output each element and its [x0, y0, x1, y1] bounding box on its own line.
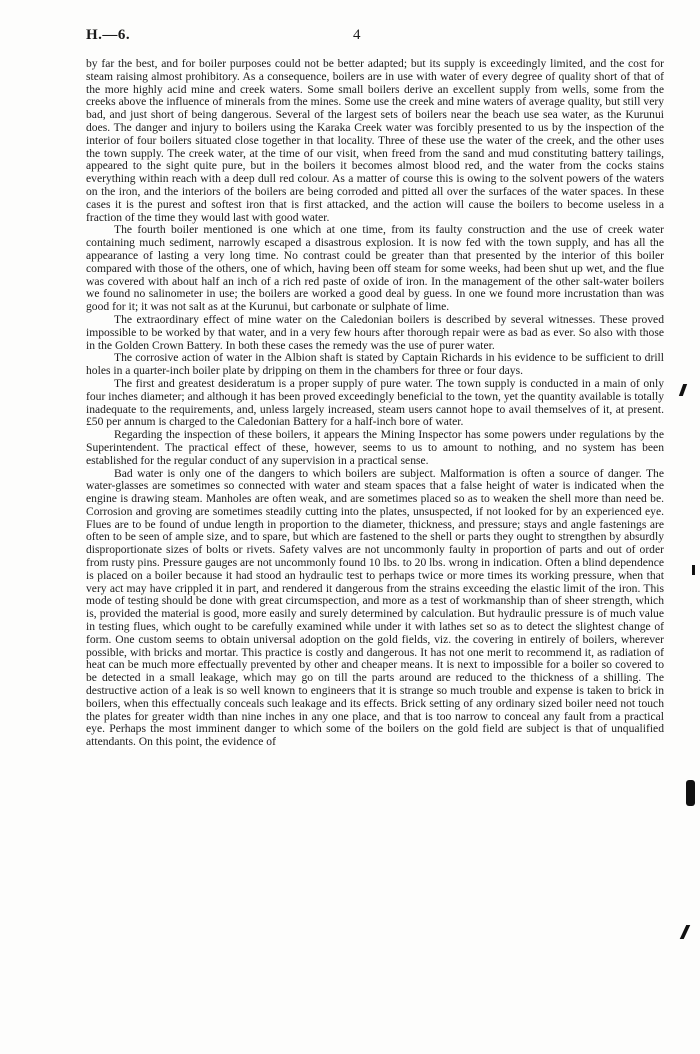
paragraph-1: by far the best, and for boiler purposes could not be better adapted; but its supply is exceedingly limited, and the cost for steam raising almost prohibitory. As a consequence, boilers are in use with water of every degree of quality short of that of the more highly acid mine and creek waters. Some small boilers derive an excellent supply from wells, some from the creeks above the influence of minerals from the mines. Some use the creek and mine waters of average quality, but still very bad, and just short of being dangerous. Several of the largest sets of boilers near the beach use sea water, as the Kurunui does. The danger and injury to boilers using the Karaka Creek water was forcibly presented to us by the inspection of the interior of four boilers situated close together in that locality. Three of these use the water of the creek, and the other uses the town supply. The creek water, at the time of our visit, when freed from the sand and mud constituting battery tailings, appeared to the sight quite pure, but in the boilers it becomes almost blood red, and the water from the cocks stains everything within reach with a deep dull red colour. As a matter of course this is owing to the solvent powers of the waters on the iron, and the interiors of the boilers are being corroded and pitted all over the surfaces of the water spaces. In these cases it is the purest and softest iron that is first attacked, and the action will cause the boilers to become useless in a fraction of the time they would last with good water.	[86, 57, 664, 224]
scan-mark	[679, 384, 687, 396]
paragraph-2: The fourth boiler mentioned is one which at one time, from its faulty construction and the use of creek water containing much sediment, narrowly escaped a disastrous explosion. It is now fed with the town supply, and has all the appearance of lasting a very long time. No contrast could be greater than that presented by the interior of this boiler compared with those of the others, one of which, having been off steam for some weeks, had been shut up wet, and the flue was covered with about half an inch of a rich red paste of oxide of iron. In the management of the other salt-water boilers we found no salinometer in use; the boilers are worked a good deal by guess. In one we found more incrustation than was good for it; it was not salt as at the Kurunui, but carbonate or sulphate of lime.	[86, 223, 664, 314]
paragraph-7: Bad water is only one of the dangers to which boilers are subject. Malformation is often a source of danger. The water-glasses are sometimes so connected with water and steam spaces that a false height of water is indicated when the engine is drawing steam. Manholes are often weak, and are sometimes placed so as to weaken the shell more than need be. Corrosion and groving are sometimes steadily cutting into the plates, unsuspected, if not looked for by an experienced eye. Flues are to be found of undue length in proportion to the diameter, thickness, and pressure; stays and angle fastenings are often to be seen of ample size, and to spare, but which are fastened to the shell or parts they ought to strengthen by absurdly disproportionate sizes of bolts or rivets. Safety valves are not uncommonly faulty in proportion of parts and out of order from rusty pins. Pressure gauges are not uncommonly found 10 lbs. to 20 lbs. wrong in indication. Often a blind dependence is placed on a boiler because it had stood an hydraulic test to perhaps twice or more times its working pressure, when that very act may have crippled it in part, and rendered it dangerous from the strains exceeding the elastic limit of the iron. This mode of testing should be done with great circumspection, and more as a test of workmanship than of sheer strength, which is, provided the material is good, more easily and surely determined by calculation. But hydraulic pressure is of much value in testing flues, which ought to be carefully examined while under it with lathes set so as to detect the slightest change of form. One custom seems to obtain universal adoption on the gold fields, viz. the covering in entirely of boilers, wherever possible, with bricks and mortar. This practice is costly and dangerous. It has not one merit to recommend it, as radiation of heat can be much more effectually prevented by other and cheaper means. It is next to impossible for a boiler so covered to be detected in a small leakage, which may go on till the parts around are reduced to the thickness of a shilling. The destructive action of a leak is so well known to engineers that it is strange so much trouble and expense is taken to brick in boilers, when this effectually conceals such leakage and its effects. Brick setting of any ordinary sized boiler need not touch the plates for greater width than nine inches in any one place, and that is too narrow to conceal any fault from a practical eye. Perhaps the most imminent danger to which some of the boilers on the gold field are subject is that of unqualified attendants. On this point, the evidence of	[86, 466, 664, 749]
page-number: 4	[353, 27, 361, 43]
document-reference: H.—6.	[86, 27, 131, 43]
paragraph-3: The extraordinary effect of mine water on the Caledonian boilers is described by several witnesses. These proved impossible to be worked by that water, and in a very few hours after thorough repair were as bad as ever. So also with those in the Golden Crown Battery. In both these cases the remedy was the use of purer water.	[86, 312, 664, 352]
page-header	[86, 27, 664, 47]
paragraph-5: The first and greatest desideratum is a proper supply of pure water. The town supply is conducted in a main of only four inches diameter; and although it has been proved exceedingly beneficial to the town, yet the quantity available is totally inadequate to the requirements, and, unless largely increased, steam users cannot hope to avail themselves of it, at present. £50 per annum is charged to the Caledonian Battery for a half-inch bore of water.	[86, 376, 664, 429]
scan-mark	[692, 565, 695, 575]
scan-mark	[686, 780, 695, 806]
body-text	[86, 58, 664, 749]
paragraph-6: Regarding the inspection of these boilers, it appears the Mining Inspector has some powers under regulations by the Superintendent. The practical effect of these, however, seems to us to amount to nothing, and no system has been established for the regular conduct of any supervision in a practical sense.	[86, 428, 664, 467]
paragraph-4: The corrosive action of water in the Albion shaft is stated by Captain Richards in his evidence to be sufficient to drill holes in a quarter-inch boiler plate by dripping on them in the chambers for three or four days.	[86, 351, 664, 378]
scan-mark	[680, 925, 691, 939]
